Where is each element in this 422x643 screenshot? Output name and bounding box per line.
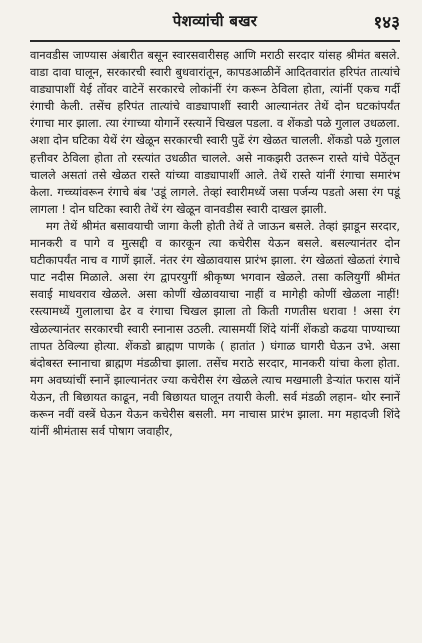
page-number: १४३ xyxy=(373,13,400,33)
paragraph-1: वानवडीस जाण्यास अंबारीत बसून स्वारसवारीसह आणि मराठी सरदार यांसह श्रीमंत बसले. वाडा दावा घालून, सरकारची स्वारी बुधवारांतून, कापडआळीनें आदितवारांत हरिपंत तात्यांचे वाड्यापाशीं येई तोंवर वाटेनें सरकारचे लोकांनीं रंग करून ठेविला होता, त्यांनीं एकच गर्दी रंगाची केली. तसेंच हरिपंत तात्यांचे वाड्यापाशीं स्वारी आल्यानंतर तेथें दोन घटकांपर्यंत रंगाचा मार झाला. त्या रंगाच्या योगानें रस्त्यानें चिखल पडला. व शेंकडो पळे गुलाल उधळला. अशा दोन घटिका येथें रंग खेळून सरकारची स्वारी पुढें रंग खेळत चालली. शेंकडो पळे गुलाल हत्तीवर ठेविला होता तो रस्त्यांत उधळीत चालले. असे नाकझरी उतरून रास्ते यांचे पेठेंतून चालले असतां तसे खेळत रास्ते यांच्या वाड्यापाशीं आले. तेथें रास्ते यांनीं रंगाचा समारंभ केला. गच्च्यांवरून रंगाचे बंब 'उडूं लागले. तेव्हां स्वारीमध्यें जसा पर्जन्य पडतो असा रंग पडूं लागला ! दोन घटिका स्वारी तेथें रंग खेळून वानवडीस स्वारी दाखल झाली. xyxy=(30,48,400,216)
page-header xyxy=(30,8,400,38)
body-text xyxy=(30,47,400,440)
header-rule xyxy=(30,40,400,42)
paragraph-2: मग तेथें श्रीमंत बसावयाची जागा केली होती तेथें ते जाऊन बसले. तेव्हां झाडून सरदार, मानकरी व पागे व मुत्सद्दी व कारकून त्या कचेरीस येऊन बसले. बसल्यानंतर दोन घटीकापर्यंत नाच व गाणें झालें. नंतर रंग खेळावयास प्रारंभ झाला. रंग खेळतां खेळतां रंगाचे पाट नदीस मिळाले. असा रंग द्वापरयुगीं श्रीकृष्ण भगवान खेळले. तसा कलियुगीं श्रीमंत सवाई माधवराव खेळले. असा कोणीं खेळावयाचा नाहीं व मागेही कोणीं खेळला नाहीं! रस्त्यामध्यें गुलालाचा ढेर व रंगाचा चिखल झाला तो किती गणतीस धरावा ! असा रंग खेळल्यानंतर सरकारची स्वारी स्नानास उठली. त्यासमयीं शिंदे यांनीं शेंकडो कढया पाण्याच्या तापत ठेविल्या होत्या. शेंकडो ब्राह्मण पाणके ( हातांत ) घंगाळ घागरी घेऊन उभे. असा बंदोबस्त स्नानाचा ब्राह्मण मंडळीचा झाला. तसेंच मराठे सरदार, मानकरी यांचा केला होता. मग अवघ्यांचीं स्नानें झाल्यानंतर ज्या कचेरीस रंग खेळले त्याच मखमाली डेऱ्यांत फरास यांनें येऊन, ती बिछायत काढून, नवी बिछायत घालून तयारी केली. सर्व मंडळी लहान- थोर स्नानें करून नवीं वस्त्रें घेऊन येऊन कचेरीस बसली. मग नाचास प्रारंभ झाला. मग महादजी शिंदे यांनीं श्रीमंतास सर्व पोषाग जवाहीर, xyxy=(30,218,400,439)
running-title: पेशव्यांची बखर xyxy=(172,12,258,30)
